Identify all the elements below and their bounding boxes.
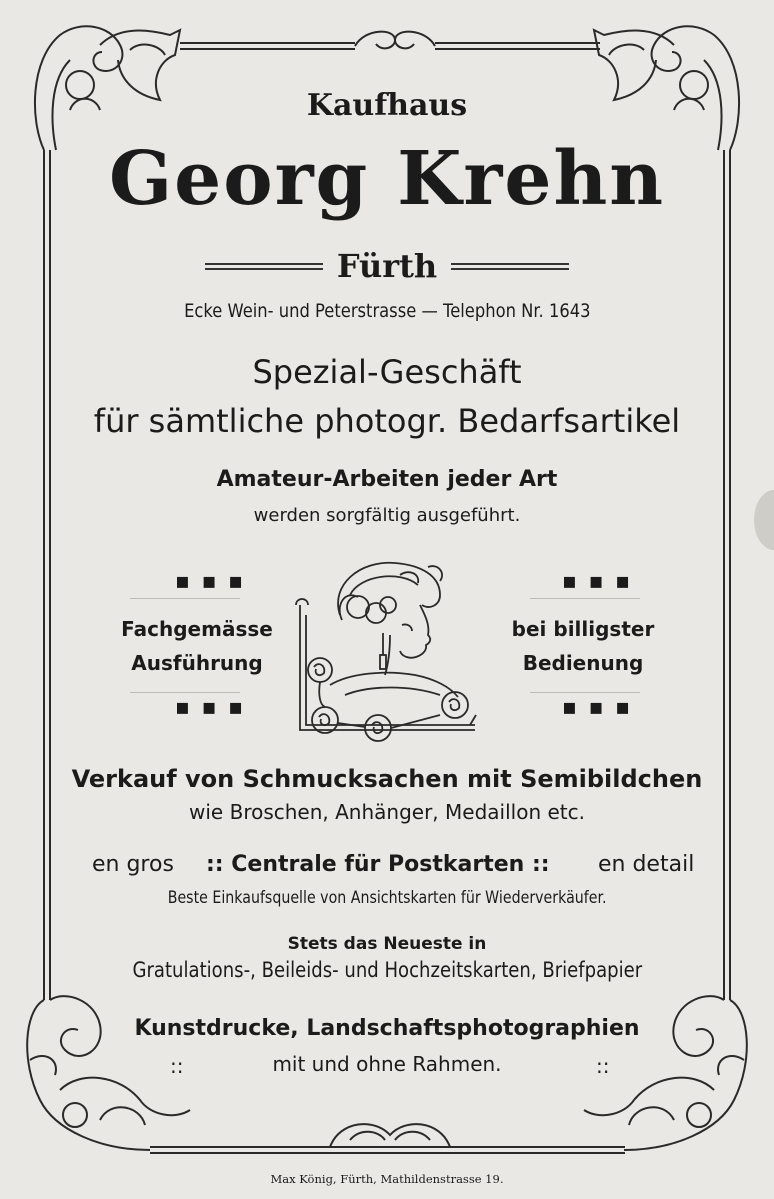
right-double-rule — [451, 263, 569, 270]
divider-left-top — [130, 598, 240, 599]
right-service-line1: bei billigster — [511, 617, 655, 641]
amateur-subtitle: werden sorgfältig ausgeführt. — [253, 505, 521, 526]
postcards-title: :: Centrale für Postkarten :: — [206, 852, 550, 877]
specialty-subtitle: für sämtliche photogr. Bedarfsartikel — [93, 402, 681, 440]
dots-right-bottom: ▪ ▪ ▪ — [562, 694, 633, 720]
woman-portrait-illustration — [290, 555, 490, 755]
stationery-intro: Stets das Neueste in — [287, 934, 487, 954]
jewelry-title: Verkauf von Schmucksachen mit Semibildchen — [71, 765, 703, 793]
amateur-title: Amateur-Arbeiten jeder Art — [216, 467, 558, 492]
store-owner-name: Georg Krehn — [108, 136, 666, 222]
colon-right: :: — [596, 1054, 610, 1078]
left-double-rule — [205, 263, 323, 270]
right-service-block — [498, 612, 668, 680]
postcards-subtitle: Beste Einkaufsquelle von Ansichtskarten für Wiederverkäufer. — [167, 888, 607, 907]
specialty-title: Spezial-Geschäft — [252, 353, 522, 391]
city-name: Fürth — [336, 247, 438, 285]
address-line: Ecke Wein- und Peterstrasse — Telephon Nr. 1643 — [183, 300, 591, 322]
left-service-line1: Fachgemässe — [121, 617, 273, 641]
colon-left: :: — [170, 1054, 184, 1078]
jewelry-subtitle: wie Broschen, Anhänger, Medaillon etc. — [189, 800, 585, 824]
divider-right-bottom — [530, 692, 640, 693]
en-detail-label: en detail — [598, 852, 695, 877]
divider-left-bottom — [130, 692, 240, 693]
dots-left-top: ▪ ▪ ▪ — [175, 568, 246, 594]
left-service-line2: Ausführung — [131, 651, 263, 675]
en-gros-label: en gros — [92, 852, 174, 877]
printer-credit: Max König, Fürth, Mathildenstrasse 19. — [270, 1172, 504, 1186]
city-row — [0, 247, 774, 285]
stationery-list: Gratulations-, Beileids- und Hochzeitskarten, Briefpapier — [132, 958, 642, 982]
dots-left-bottom: ▪ ▪ ▪ — [175, 694, 246, 720]
left-service-block — [112, 612, 282, 680]
art-prints-subtitle: mit und ohne Rahmen. — [272, 1052, 502, 1076]
art-prints-title: Kunstdrucke, Landschaftsphotographien — [134, 1016, 640, 1041]
store-type-label: Kaufhaus — [306, 88, 468, 123]
dots-right-top: ▪ ▪ ▪ — [562, 568, 633, 594]
divider-right-top — [530, 598, 640, 599]
right-service-line2: Bedienung — [522, 651, 644, 675]
